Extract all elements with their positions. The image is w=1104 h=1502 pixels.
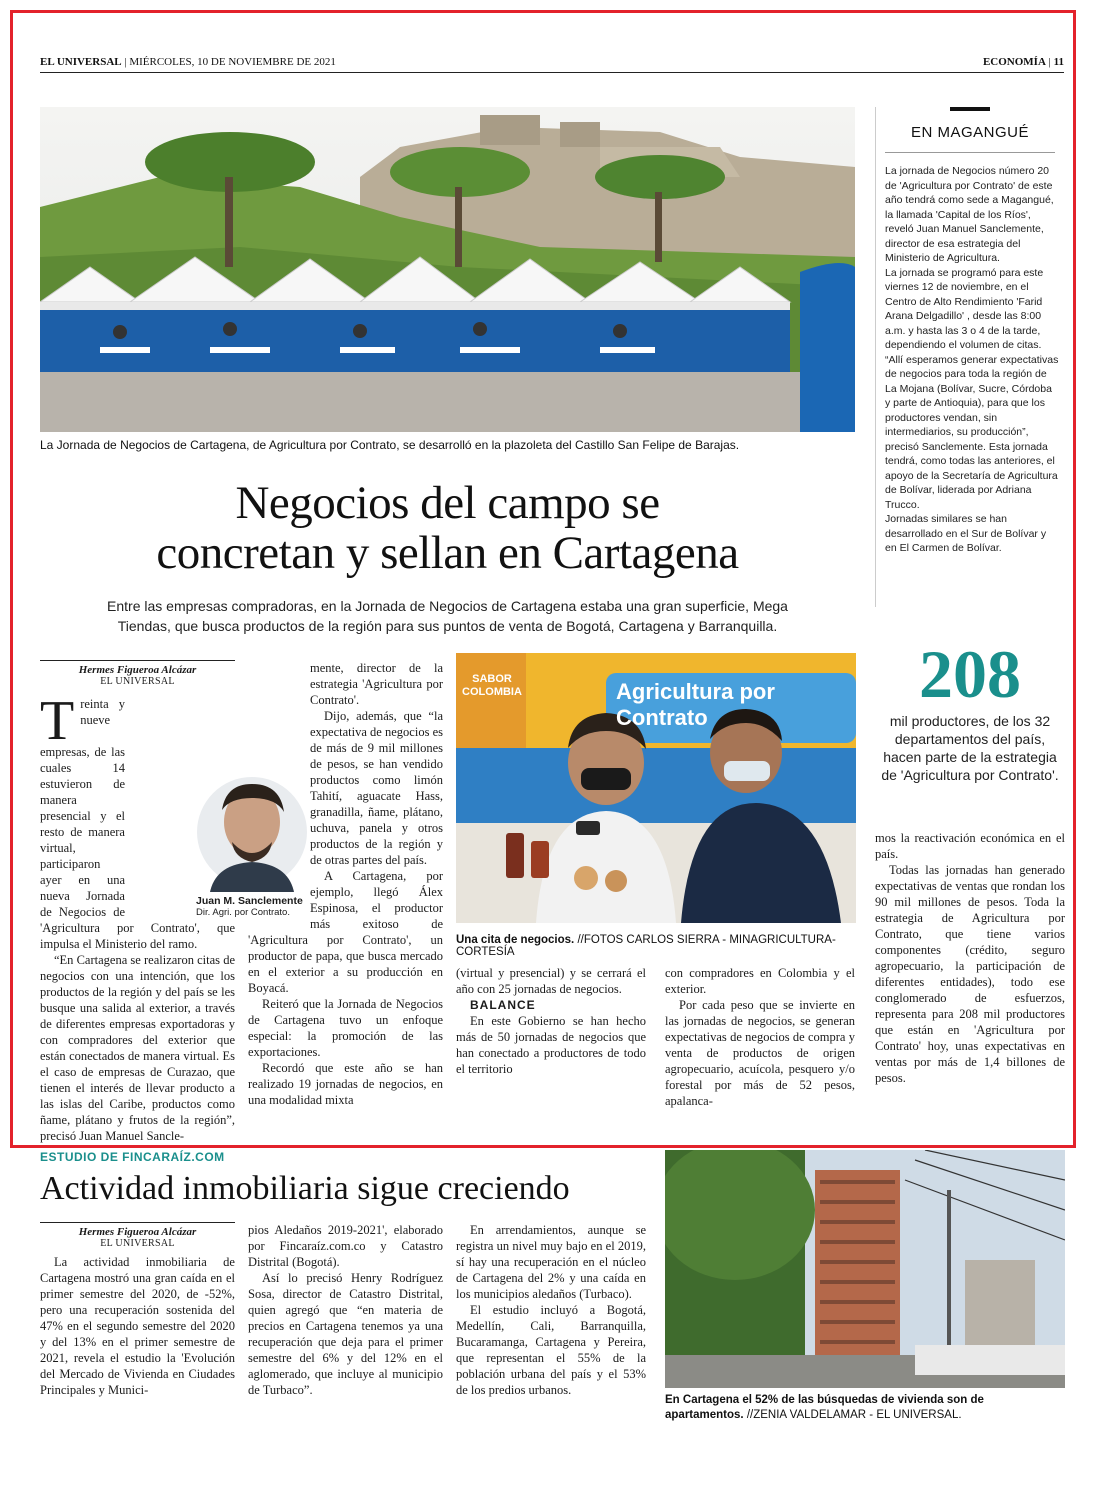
headline-line: concretan y sellan en Cartagena (156, 527, 739, 579)
page-header-left: EL UNIVERSAL | MIÉRCOLES, 10 DE NOVIEMBRE DE 2021 (40, 56, 336, 68)
article-paragraph: (virtual y presencial) y se cerrará el año con 25 jornadas de negocios. (456, 966, 646, 996)
newspaper-name: EL UNIVERSAL (40, 56, 122, 68)
caption-lead: Una cita de negocios. (456, 934, 575, 946)
second-article-headline: Actividad inmobiliaria sigue creciendo (40, 1170, 570, 1207)
article-paragraph: La actividad inmobiliaria de Cartagena mostró una gran caída en el primer semestre del 2020, de -52%, pero una recuperación sostenida del 47% en el segundo semestre del 2020 y del 13% en el primer semestre de 2021, revela el estudio la 'Evolución del Mercado de Vivienda en Ciudades Principales y Munici- (40, 1255, 235, 1397)
main-headline (40, 478, 855, 578)
byline-name: Hermes Figueroa Alcázar (78, 1226, 197, 1238)
photo-credit: //ZENIA VALDELAMAR - EL UNIVERSAL. (746, 1409, 962, 1421)
header-rule (40, 72, 1064, 73)
article-paragraph: Dijo, además, que “la expectativa de negocios es de más de 9 mil millones de pesos, se han vendido productos como limón Tahití, aguacate Hass, granadilla, ñame, plátano, uchuva, panela y otros productos de la región y de otras partes del país. (310, 709, 443, 867)
callout-text: mil productores, de los 32 departamentos del país, hacen parte de la estrategia de 'Agricultura por Contrato'. (881, 713, 1059, 783)
article-column-3 (456, 965, 646, 1077)
second-article-column-2 (248, 1222, 443, 1398)
second-article-column-3 (456, 1222, 646, 1398)
callout-number: 208 (919, 636, 1021, 712)
portrait-name: Juan M. Sanclemente (196, 895, 303, 907)
second-article-tag: ESTUDIO DE FINCARAÍZ.COM (40, 1150, 225, 1164)
byline-name: Hermes Figueroa Alcázar (78, 664, 197, 676)
byline-outlet: EL UNIVERSAL (100, 1238, 175, 1249)
article-paragraph: Todas las jornadas han generado expectativas de ventas que rondan los 90 mil millones de pesos. Toda la estrategia de Agricultura por Contrato, que tiene varios componentes (crédito, seguro agropecuario, la participación de diferentes entidades), todo ese conglomerado de esfuerzos, representa para 208 mil productores que están en 'Agricultura por Contrato' hoy, unas expectativas en ventas por más de 1,4 billones de pesos. (875, 863, 1065, 1085)
portrait-float (248, 660, 310, 922)
main-photo (40, 107, 855, 432)
main-byline (40, 664, 235, 688)
second-article-column-1 (40, 1254, 235, 1398)
article-paragraph: Reiteró que la Jornada de Negocios de Cartagena tuvo un enfoque especial: la promoción de las exportaciones. (248, 997, 443, 1059)
section-subhead: BALANCE (470, 998, 536, 1012)
article-paragraph: mos la reactivación económica en el país. (875, 831, 1065, 861)
article-paragraph: El estudio incluyó a Bogotá, Medellín, Cali, Barranquilla, Bucaramanga, Cartagena y Pereira, que representan el 55% de la población urbana del país y el 53% de los predios urbanos. (456, 1303, 646, 1397)
byline-outlet: EL UNIVERSAL (100, 676, 175, 687)
headline-line: Negocios del campo se (235, 477, 660, 529)
sidebar-body (885, 164, 1060, 556)
sidebar-title-rule (885, 152, 1055, 153)
meeting-photo (456, 653, 856, 923)
second-byline-rule (40, 1222, 235, 1223)
page-number: 11 (1053, 56, 1064, 68)
main-photo-caption: La Jornada de Negocios de Cartagena, de Agricultura por Contrato, se desarrolló en la plazoleta del Castillo San Felipe de Barajas. (40, 438, 740, 452)
building-photo-caption (665, 1393, 1065, 1423)
sidebar-title: EN MAGANGUÉ (910, 124, 1029, 141)
article-paragraph: Así lo precisó Henry Rodríguez Sosa, director de Catastro Distrital, quien agregó que “en materia de precios en Cartagena tenemos ya una recuperación que deja para el primer semestre del 6% y del 12% en el aglomerado, que incluye al municipio de Turbaco”. (248, 1271, 443, 1397)
portrait-role: Dir. Agri. por Contrato. (196, 907, 290, 918)
meeting-photo-caption (456, 934, 856, 958)
issue-date: MIÉRCOLES, 10 DE NOVIEMBRE DE 2021 (129, 56, 336, 68)
section-name: ECONOMÍA (982, 56, 1046, 68)
article-paragraph: Por cada peso que se invierte en las jornadas de negocios, se generan expectativas de negocios de compra y venta de productos de origen agropecuario, acuícola, pesquero y/o forestal por más de 52 pesos, apalanca- (665, 998, 855, 1108)
article-paragraph: Recordó que este año se han realizado 19 jornadas de negocios, en una modalidad mixta (248, 1061, 443, 1107)
sidebar-paragraph: La jornada de Negocios número 20 de 'Agricultura por Contrato' de este año tendrá como sede a Magangué, la llamada 'Capital de los Ríos', reveló Juan Manuel Sanclemente, director de esa estrategia del Ministerio de Agricultura. (885, 165, 1054, 264)
article-paragraph: En arrendamientos, aunque se registra un nivel muy bajo en el 2019, sí hay una recuperación en el núcleo de Cartagena del 2% y una caída en los municipios aledaños (Turbaco). (456, 1223, 646, 1301)
article-paragraph: con compradores en Colombia y el exterior. (665, 966, 855, 996)
deck-line: Tiendas, que busca productos de la región para sus puntos de venta de Bogotá, Cartagena y Barranquilla. (117, 618, 778, 634)
building-illustration (665, 1150, 1065, 1388)
caption-lead: En Cartagena el 52% de las búsquedas de vivienda son de apartamentos. (665, 1394, 984, 1421)
article-paragraph: A Cartagena, por ejemplo, llegó Álex Espinosa, el productor más exitoso de 'Agricultura por Contrato', un productor de papa, que busca mercado en el exterior a su producción en Boyacá. (248, 869, 443, 995)
sign-sabor-colombia: SABOR COLOMBIA (462, 673, 522, 698)
article-column-2 (248, 660, 443, 1130)
building-photo (665, 1150, 1065, 1388)
sign-agricultura-por-contrato: Agricultura por Contrato (616, 679, 775, 730)
article-paragraph: En este Gobierno se han hecho más de 50 jornadas de negocios que han conectado a productores de todo el territorio (456, 1014, 646, 1076)
sidebar-paragraph: “Allí esperamos generar expectativas de negocios para toda la región de La Mojana (Bolívar, Sucre, Córdoba y parte de Antioquia), para que los productores vendan, sin intermediarios, su producción”, precisó Sanclemente. Esta jornada tendrá, como todas las anteriores, el apoyo de la Secretaría de Agricultura de Bolívar, liderada por Adriana Trucco. (885, 353, 1059, 511)
sidebar-paragraph: La jornada se programó para este viernes 12 de noviembre, en el Centro de Alto Rendimiento 'Farid Arana Delgadillo' , desde las 8:00 a.m. y hasta las 3 o 4 de la tarde, dependiendo el volumen de citas. (885, 266, 1044, 351)
main-deck (40, 596, 855, 636)
tents-castle-illustration (40, 107, 855, 432)
article-column-5 (875, 830, 1065, 1086)
deck-line: Entre las empresas compradoras, en la Jornada de Negocios de Cartagena estaba una gran superficie, Mega (107, 598, 788, 614)
second-byline (40, 1226, 235, 1250)
article-paragraph: mente, director de la estrategia 'Agricultura por Contrato'. (310, 661, 443, 707)
article-column-4 (665, 965, 855, 1109)
article-paragraph: pios Aledaños 2019-2021', elaborado por Fincaraíz.com.co y Catastro Distrital (Bogotá). (248, 1223, 443, 1269)
sidebar-paragraph: Jornadas similares se han desarrollado en el Sur de Bolívar y en El Carmen de Bolívar. (885, 513, 1047, 554)
byline-rule (40, 660, 235, 661)
article-paragraph: “En Cartagena se realizaron citas de negocios con una intención, que los productos de la región y del país se les busque una salida al exterior, a través de diferentes empresas exportadoras y con compradores del exterior que están conectados de manera virtual. Es el caso de empresas de Curazao, que tienen el interés de llevar producto a las islas del Caribe, productos como ñame, plátano y frutos de la región”, precisó Juan Manuel Sancle- (40, 953, 235, 1143)
drop-cap: T (40, 690, 75, 752)
page-header-right: ECONOMÍA | 11 (982, 56, 1064, 68)
sidebar-accent-bar (950, 107, 990, 111)
photo-credit: //FOTOS CARLOS SIERRA - MINAGRICULTURA-CORTESÍA (456, 934, 836, 958)
lead-text: reinta y nueve empresas, de las cuales 14 estuvieron de manera presencial y el resto de manera virtual, participaron ayer en una nueva Jornada de Negocios de 'Agricultura por Contrato', que impulsa el Ministerio del ramo. (40, 697, 235, 951)
